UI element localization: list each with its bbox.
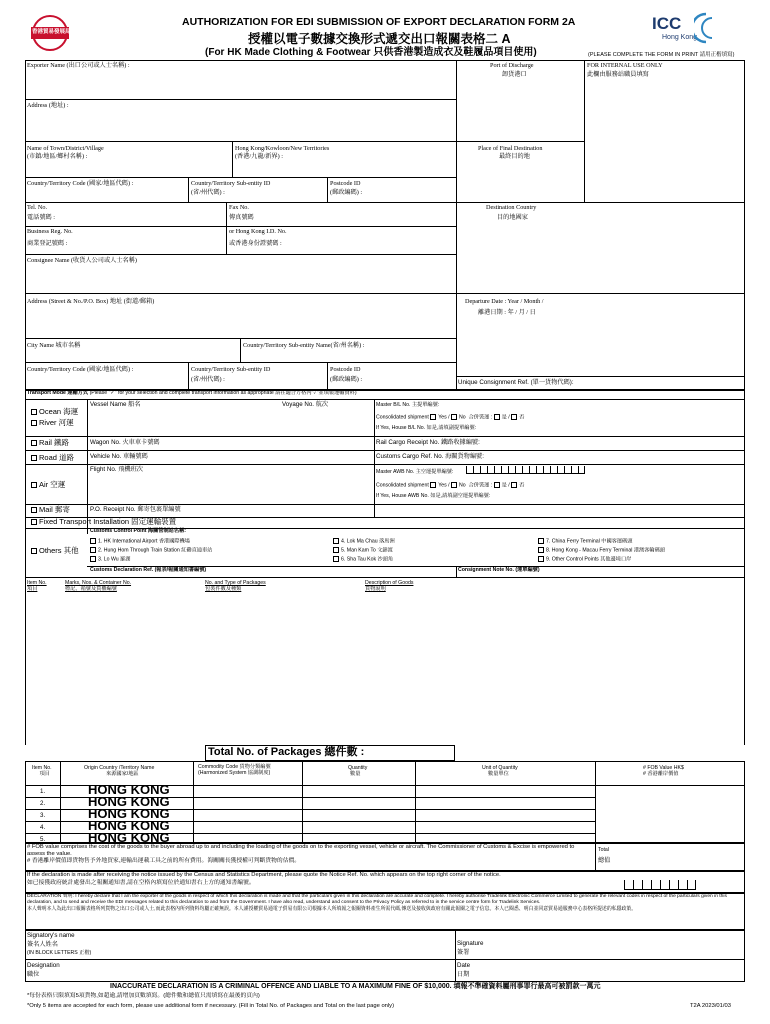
others-option[interactable] <box>31 547 79 556</box>
col-unit-header <box>482 766 518 778</box>
road-checkbox[interactable] <box>31 455 37 461</box>
exporter-address-label: Address (地址) : <box>27 102 69 109</box>
signature-field[interactable] <box>500 931 740 958</box>
air-yes-checkbox[interactable] <box>430 482 436 488</box>
cp9-option[interactable] <box>538 556 631 563</box>
form-title-zh: 授權以電子數據交換形式遞交出口報關表格二 A <box>248 32 511 46</box>
flight-label: Flight No. 飛機班次 <box>90 466 143 473</box>
fixed-label: Fixed Transport Installation 固定運輸裝置 <box>39 517 177 526</box>
transport-heading-label: Transport Mode 運輸方式 <box>27 390 89 396</box>
cp1-checkbox[interactable] <box>90 538 96 544</box>
goods-packages-header <box>205 581 266 593</box>
voyage-label: Voyage No. 航次 <box>282 401 329 408</box>
no-label-zh-air: 否 <box>519 482 525 489</box>
cp7-checkbox[interactable] <box>538 538 544 544</box>
cp1-option[interactable] <box>90 538 190 545</box>
consignee-postcode-label: Postcode ID <box>330 366 361 373</box>
internal-use-label: FOR INTERNAL USE ONLY <box>587 62 663 69</box>
cp4-option[interactable] <box>333 538 395 545</box>
air-option[interactable] <box>31 481 65 490</box>
fixed-option[interactable] <box>31 518 176 527</box>
master-awb-label: Master AWB No. 主空運提單編號: <box>376 469 454 475</box>
footer-note-en: *Only 5 items are accepted for each form, please use additional form if necessary. (Fill in Total No. of Packages and Total on the last page only) <box>27 1003 395 1009</box>
br-label: Business Reg. No. <box>27 228 73 235</box>
total-packages-label: Total No. of Packages 總件數 : <box>208 746 365 758</box>
cp2-option[interactable] <box>90 547 212 554</box>
goods-marks: Marks, Nos. & Container No. <box>65 580 132 586</box>
tdc-logo <box>28 14 72 52</box>
subentity-id-label: Country/Territory Sub-entity ID <box>191 180 271 187</box>
ocean-option[interactable] <box>31 408 78 417</box>
col-item-zh: 項目 <box>39 770 50 777</box>
hkid-label-zh: 或香港身份證號碼 : <box>229 240 282 247</box>
exporter-name-field[interactable] <box>26 72 455 98</box>
control-point-label: Customs Control Point 海關管制站名稱: <box>90 528 186 534</box>
cp5-option[interactable] <box>333 547 393 554</box>
icc-logo-text: ICC <box>652 14 682 33</box>
fob-note <box>27 844 593 866</box>
col-quantity: Quantity <box>348 765 368 771</box>
table-row-num: 4. <box>40 824 46 831</box>
customs-cargo-label: Customs Cargo Ref. No. 海關貨物編號: <box>376 453 484 460</box>
cp3-label: 3. Lo Wu 羅湖 <box>98 556 131 563</box>
river-checkbox[interactable] <box>31 420 37 426</box>
declaration-en: DECLARATION 聲明: I hereby declare that I am the exporter of the goods in respect of which this declaration is made and that the particulars given in this declaration are accurate and complete. I hereby authorise Tradelink Electronic Commerce Limited to generate the relevant codes in respect of the particulars given in this declaration, and to send and receive the EDI messages related to this declaration to and from the Government. I have also read, understand and consent to the Privacy Policy as referred to in the service centre form for Tradelink Services. <box>27 894 727 906</box>
consignment-note-label: Consignment Note No. (運單編號) <box>458 567 540 573</box>
date-field[interactable] <box>500 960 740 981</box>
signatory-name-field[interactable] <box>110 931 450 958</box>
yes-label-zh-air: 是 / <box>501 482 510 489</box>
cp6-label: 6. Sha Tau Kok 沙頭角 <box>341 556 394 563</box>
goods-packages: No. and Type of Packages <box>205 580 266 586</box>
no-label-zh: 否 <box>519 414 525 421</box>
fax-label: Fax No. <box>229 204 249 211</box>
total-label-zh: 總值 <box>598 857 611 864</box>
origin-cell: HONG KONG <box>88 818 170 833</box>
yes-label: Yes / <box>438 414 450 421</box>
air-label: Air 空運 <box>39 480 66 489</box>
road-option[interactable] <box>31 454 74 463</box>
col-item-header <box>32 766 52 778</box>
signatory-name-label: Signatory's name <box>27 932 75 939</box>
form-title: AUTHORIZATION FOR EDI SUBMISSION OF EXPORT DECLARATION FORM 2A <box>182 16 576 28</box>
signatory-name-label-zh: 簽名人姓名 <box>27 941 58 948</box>
goods-packages-zh: 包裝件數及種類 <box>205 585 242 592</box>
city-label: City Name 城市名稱 <box>27 342 81 349</box>
table-row-num: 1. <box>40 788 46 795</box>
internal-use-label-zh: 此欄由服務站職員填寫 <box>587 71 649 78</box>
table-row-num: 2. <box>40 800 46 807</box>
fob-note-en: # FOB value comprises the cost of the goods to the buyer abroad up to and including the loading of the goods on to the exporting vessel, vehicle or aircraft. The Commissioner of Customs & Excise is empowered to assess the value. <box>27 844 575 858</box>
master-bl-label: Master B/L No. 主提單編號: <box>376 402 440 408</box>
consolidated-yes-zh-checkbox[interactable] <box>494 414 500 420</box>
river-label: River 河運 <box>39 418 74 427</box>
cp8-option[interactable] <box>538 547 665 554</box>
final-dest-label-zh: 最終目的地 <box>499 153 530 160</box>
subentity-id-label-zh: (省/州代碼) : <box>191 189 225 196</box>
notice-text <box>27 872 593 887</box>
yes-label-zh: 是 / <box>501 414 510 421</box>
declaration-text <box>27 894 743 913</box>
transport-heading-note: (Please "✓" for your selection and complete transport information as appropriate 請在適合方格內"✓"並填報運輸資料) <box>89 390 357 396</box>
consolidated-label-air: Consolidated shipment <box>376 482 429 489</box>
town-label: Name of Town/District/Village <box>27 145 104 152</box>
cp9-label: 9. Other Control Points 其他邊境口岸 <box>546 556 632 563</box>
tel-label-zh: 電話號碼 : <box>27 214 56 221</box>
cp6-option[interactable] <box>333 556 393 563</box>
cp3-option[interactable] <box>90 556 130 563</box>
fax-label-zh: 傳真號碼 <box>229 214 254 221</box>
col-fob: # FOB Value HK$ <box>643 765 684 771</box>
table-row-num: 3. <box>40 812 46 819</box>
print-note: (PLEASE COMPLETE THE FORM IN PRINT 請用正楷填寫) <box>588 52 735 58</box>
consolidated-row-air <box>376 482 524 489</box>
col-origin-header <box>84 766 154 778</box>
customs-decl-label: Customs Declaration Ref. (報表/報關通知書編號) <box>90 567 207 573</box>
dest-country-label-zh: 目的地國家 <box>497 214 528 221</box>
cp4-label: 4. Lok Ma Chau 落馬洲 <box>341 538 395 545</box>
origin-cell: HONG KONG <box>88 794 170 809</box>
tdc-logo-text: 香港貿易發展局 <box>32 29 71 35</box>
col-origin-zh: 來源國家/地區 <box>106 770 139 777</box>
departure-label-zh: 離港日期 : 年 / 月 / 日 <box>478 309 536 316</box>
postcode-label-zh: (郵政編碼) : <box>330 189 363 196</box>
transport-heading <box>27 391 357 397</box>
cp8-checkbox[interactable] <box>538 547 544 553</box>
col-origin: Origin Country /Territory Name <box>84 765 155 771</box>
others-checkbox[interactable] <box>31 548 37 554</box>
icc-logo-hk: Hong Kong <box>662 34 698 41</box>
br-label-zh: 商業登記號碼 : <box>27 240 68 247</box>
cp9-checkbox[interactable] <box>538 556 544 562</box>
air-no-checkbox[interactable] <box>451 482 457 488</box>
consolidated-row-ocean <box>376 414 524 421</box>
col-commodity-header <box>198 765 271 777</box>
cp5-checkbox[interactable] <box>333 547 339 553</box>
consignee-subentity-label-zh: (省/州代碼) : <box>191 376 225 383</box>
house-bl-label: If Yes, House B/L No. 如是,請填副提單編號: <box>376 425 477 431</box>
date-label: Date <box>457 962 471 969</box>
goods-item-no-zh: 項目 <box>27 585 38 592</box>
cp1-label: 1. HK International Airport 香港國際機場 <box>98 538 190 545</box>
cp7-label: 7. China Ferry Terminal 中國客運碼頭 <box>546 538 633 545</box>
tel-label: Tel. No. <box>27 204 48 211</box>
mail-checkbox[interactable] <box>31 507 37 513</box>
air-no-zh-checkbox[interactable] <box>511 482 517 488</box>
country-code-label: Country/Territory Code (國家/地區代碼) : <box>27 180 134 187</box>
master-awb-boxes[interactable] <box>466 466 585 474</box>
cp5-label: 5. Man Kam To 文錦渡 <box>341 547 393 554</box>
cp7-option[interactable] <box>538 538 632 545</box>
port-discharge-label-zh: 卸貨港口 <box>502 71 527 78</box>
house-awb-label: If Yes, House AWB No. 如是,請填副空運提單編號: <box>376 493 491 499</box>
mail-option[interactable] <box>31 506 70 515</box>
consignee-postcode-label-zh: (郵政編碼) : <box>330 376 363 383</box>
rail-label: Rail 鐵路 <box>39 438 70 447</box>
goods-item-no: Item No. <box>27 580 47 586</box>
cp4-checkbox[interactable] <box>333 538 339 544</box>
consolidated-no-zh-checkbox[interactable] <box>511 414 517 420</box>
po-receipt-label: P.O. Receipt No. 郵寄包裹單編號 <box>90 506 181 513</box>
rail-checkbox[interactable] <box>31 440 37 446</box>
goods-marks-header <box>65 581 131 593</box>
no-label-air: No <box>459 482 466 489</box>
exporter-name-label: Exporter Name (出口公司或人士名稱) : <box>27 62 130 69</box>
others-label: Others 其他 <box>39 546 79 555</box>
designation-label: Designation <box>27 962 60 969</box>
air-checkbox[interactable] <box>31 482 37 488</box>
consolidated-no-checkbox[interactable] <box>451 414 457 420</box>
date-label-zh: 日期 <box>457 971 470 978</box>
consignee-country-label: Country/Territory Code (國家/地區代碼) : <box>27 366 134 373</box>
fob-note-zh: # 香港離岸價值即貨物售予外地買家,連輸出運載工具之前的所有費用。海關關長獲授權可判斷貨物的估價。 <box>27 858 301 865</box>
consolidated-label-zh-air: 合併裝運 : <box>468 482 493 489</box>
cp2-label: 2. Hung Hom Through Train Station 紅磡直通車站 <box>98 547 213 554</box>
form-frame-top <box>25 60 745 390</box>
col-fob-header <box>643 766 684 778</box>
port-discharge-label: Port of Discharge <box>490 62 534 69</box>
no-label: No <box>459 414 466 421</box>
footer-note-zh: *每份表格只限填寫5項貨物,如超逾,請增加頁數填寫。(總件數和總值只需填寫在最後的頁內) <box>27 993 260 999</box>
goods-item-no-header <box>27 581 47 593</box>
declaration-zh: 本人聲明本人為此出口報關表格所列貨物之出口公司或人士,而此表格內所列資料均屬正確無誤。本人謹授權貿易通電子貿易有限公司根據本人所填報之報關資料產生所需代碼,傳送及接收與政府有關此報關之電子信息。本人已閱悉、明白並同意貿易通服務中心表格所提述的私隱政策。 <box>27 906 637 912</box>
designation-field[interactable] <box>80 960 450 981</box>
warning-text: INACCURATE DECLARATION IS A CRIMINAL OFFENCE AND LIABLE TO A MAXIMUM FINE OF $10,000. 填報不準確資料屬刑事罪行最高可被罰款一萬元 <box>110 983 601 990</box>
cp2-checkbox[interactable] <box>90 547 96 553</box>
consolidated-yes-checkbox[interactable] <box>430 414 436 420</box>
exporter-address-field[interactable] <box>26 112 455 140</box>
col-unit-zh: 數量單位 <box>488 770 509 777</box>
vehicle-label: Vehicle No. 車輛號碼 <box>90 453 148 460</box>
goods-description: Description of Goods <box>365 580 414 586</box>
yes-label-air: Yes / <box>438 482 450 489</box>
notice-en: If the declaration is made after receiving the notice issued by the Census and Statistics Department, please quote the Notice Ref. No. which appears on the top right corner of the notice. <box>27 872 501 878</box>
air-yes-zh-checkbox[interactable] <box>494 482 500 488</box>
wagon-label: Wagon No. 火車車卡號碼 <box>90 439 160 446</box>
goods-marks-zh: 標記、箱號及貨櫃編號 <box>65 585 117 592</box>
form-subtitle: (For HK Made Clothing & Footwear 只供香港製造成衣及鞋履品項目使用) <box>205 47 537 58</box>
consignee-name-label: Consignee Name (收貨人公司或人士名稱) <box>27 257 137 264</box>
ocean-checkbox[interactable] <box>31 409 37 415</box>
cp8-label: 8. Hong Kong - Macau Ferry Terminal 港澳客輪碼頭 <box>546 547 665 554</box>
signature-label-zh: 簽署 <box>457 949 470 956</box>
notice-ref-boxes[interactable] <box>624 880 696 890</box>
road-label: Road 道路 <box>39 453 75 462</box>
rail-receipt-label: Rail Cargo Receipt No. 鐵路收據編號: <box>376 439 480 446</box>
cp3-checkbox[interactable] <box>90 556 96 562</box>
rail-option[interactable] <box>31 439 69 448</box>
col-quantity-zh: 數量 <box>350 770 361 777</box>
block-letters-label: (IN BLOCK LETTERS 正楷) <box>27 950 92 956</box>
form-code: T2A 2023/01/03 <box>690 1003 731 1009</box>
cp6-checkbox[interactable] <box>333 556 339 562</box>
mail-label: Mail 郵寄 <box>39 505 70 514</box>
subentity-name-label: Country/Territory Sub-entity Name(省/州名稱) : <box>243 342 365 349</box>
goods-description-header <box>365 581 413 593</box>
icc-logo <box>652 12 722 46</box>
col-item: Item No. <box>32 765 52 771</box>
consignee-address-label: Address (Street & No./P.O. Box) 地址 (街道/郵箱) <box>27 298 155 305</box>
hk-region-label-zh: (香港/九龍/新界) : <box>235 153 283 160</box>
origin-cell: HONG KONG <box>88 830 170 845</box>
origin-cell: HONG KONG <box>88 782 170 797</box>
consolidated-label-zh: 合併裝運 : <box>468 414 493 421</box>
consolidated-label: Consolidated shipment <box>376 414 429 421</box>
ucr-label: Unique Consignment Ref. (單一貨物代碼): <box>458 379 574 386</box>
col-commodity-zh: (Harmonized System 協調制度) <box>198 769 271 776</box>
dest-country-label: Destination Country <box>486 204 537 211</box>
col-commodity: Commodity Code 貨物分類編號 <box>198 764 271 770</box>
hkid-label: or Hong Kong I.D. No. <box>229 228 287 235</box>
fixed-checkbox[interactable] <box>31 519 37 525</box>
total-label: Total <box>598 847 609 853</box>
goods-description-zh: 貨物說明 <box>365 585 386 592</box>
table-row-num: 5. <box>40 836 46 843</box>
town-label-zh: (市鎮/地區/鄉村名稱) : <box>27 153 88 160</box>
vessel-label: Vessel Name 船名 <box>90 401 141 408</box>
col-fob-zh: # 香港離岸價值 <box>643 770 679 777</box>
origin-cell: HONG KONG <box>88 806 170 821</box>
departure-label: Departure Date : Year / Month / <box>465 298 544 305</box>
final-dest-label: Place of Final Destination <box>478 145 543 152</box>
postcode-label: Postcode ID <box>330 180 361 187</box>
signature-label: Signature <box>457 940 484 947</box>
river-option[interactable] <box>31 419 74 428</box>
hk-region-label: Hong Kong/Kowloon/New Territories <box>235 145 330 152</box>
notice-zh: 如已接獲政府統計處發出之報關通知書,請在空格內填寫位於通知書右上方的通知書編號。 <box>27 879 255 886</box>
col-quantity-header <box>348 766 367 778</box>
consignee-subentity-label: Country/Territory Sub-entity ID <box>191 366 271 373</box>
designation-label-zh: 職位 <box>27 971 40 978</box>
col-unit: Unit of Quantity <box>482 765 518 771</box>
ocean-label: Ocean 海運 <box>39 407 79 416</box>
